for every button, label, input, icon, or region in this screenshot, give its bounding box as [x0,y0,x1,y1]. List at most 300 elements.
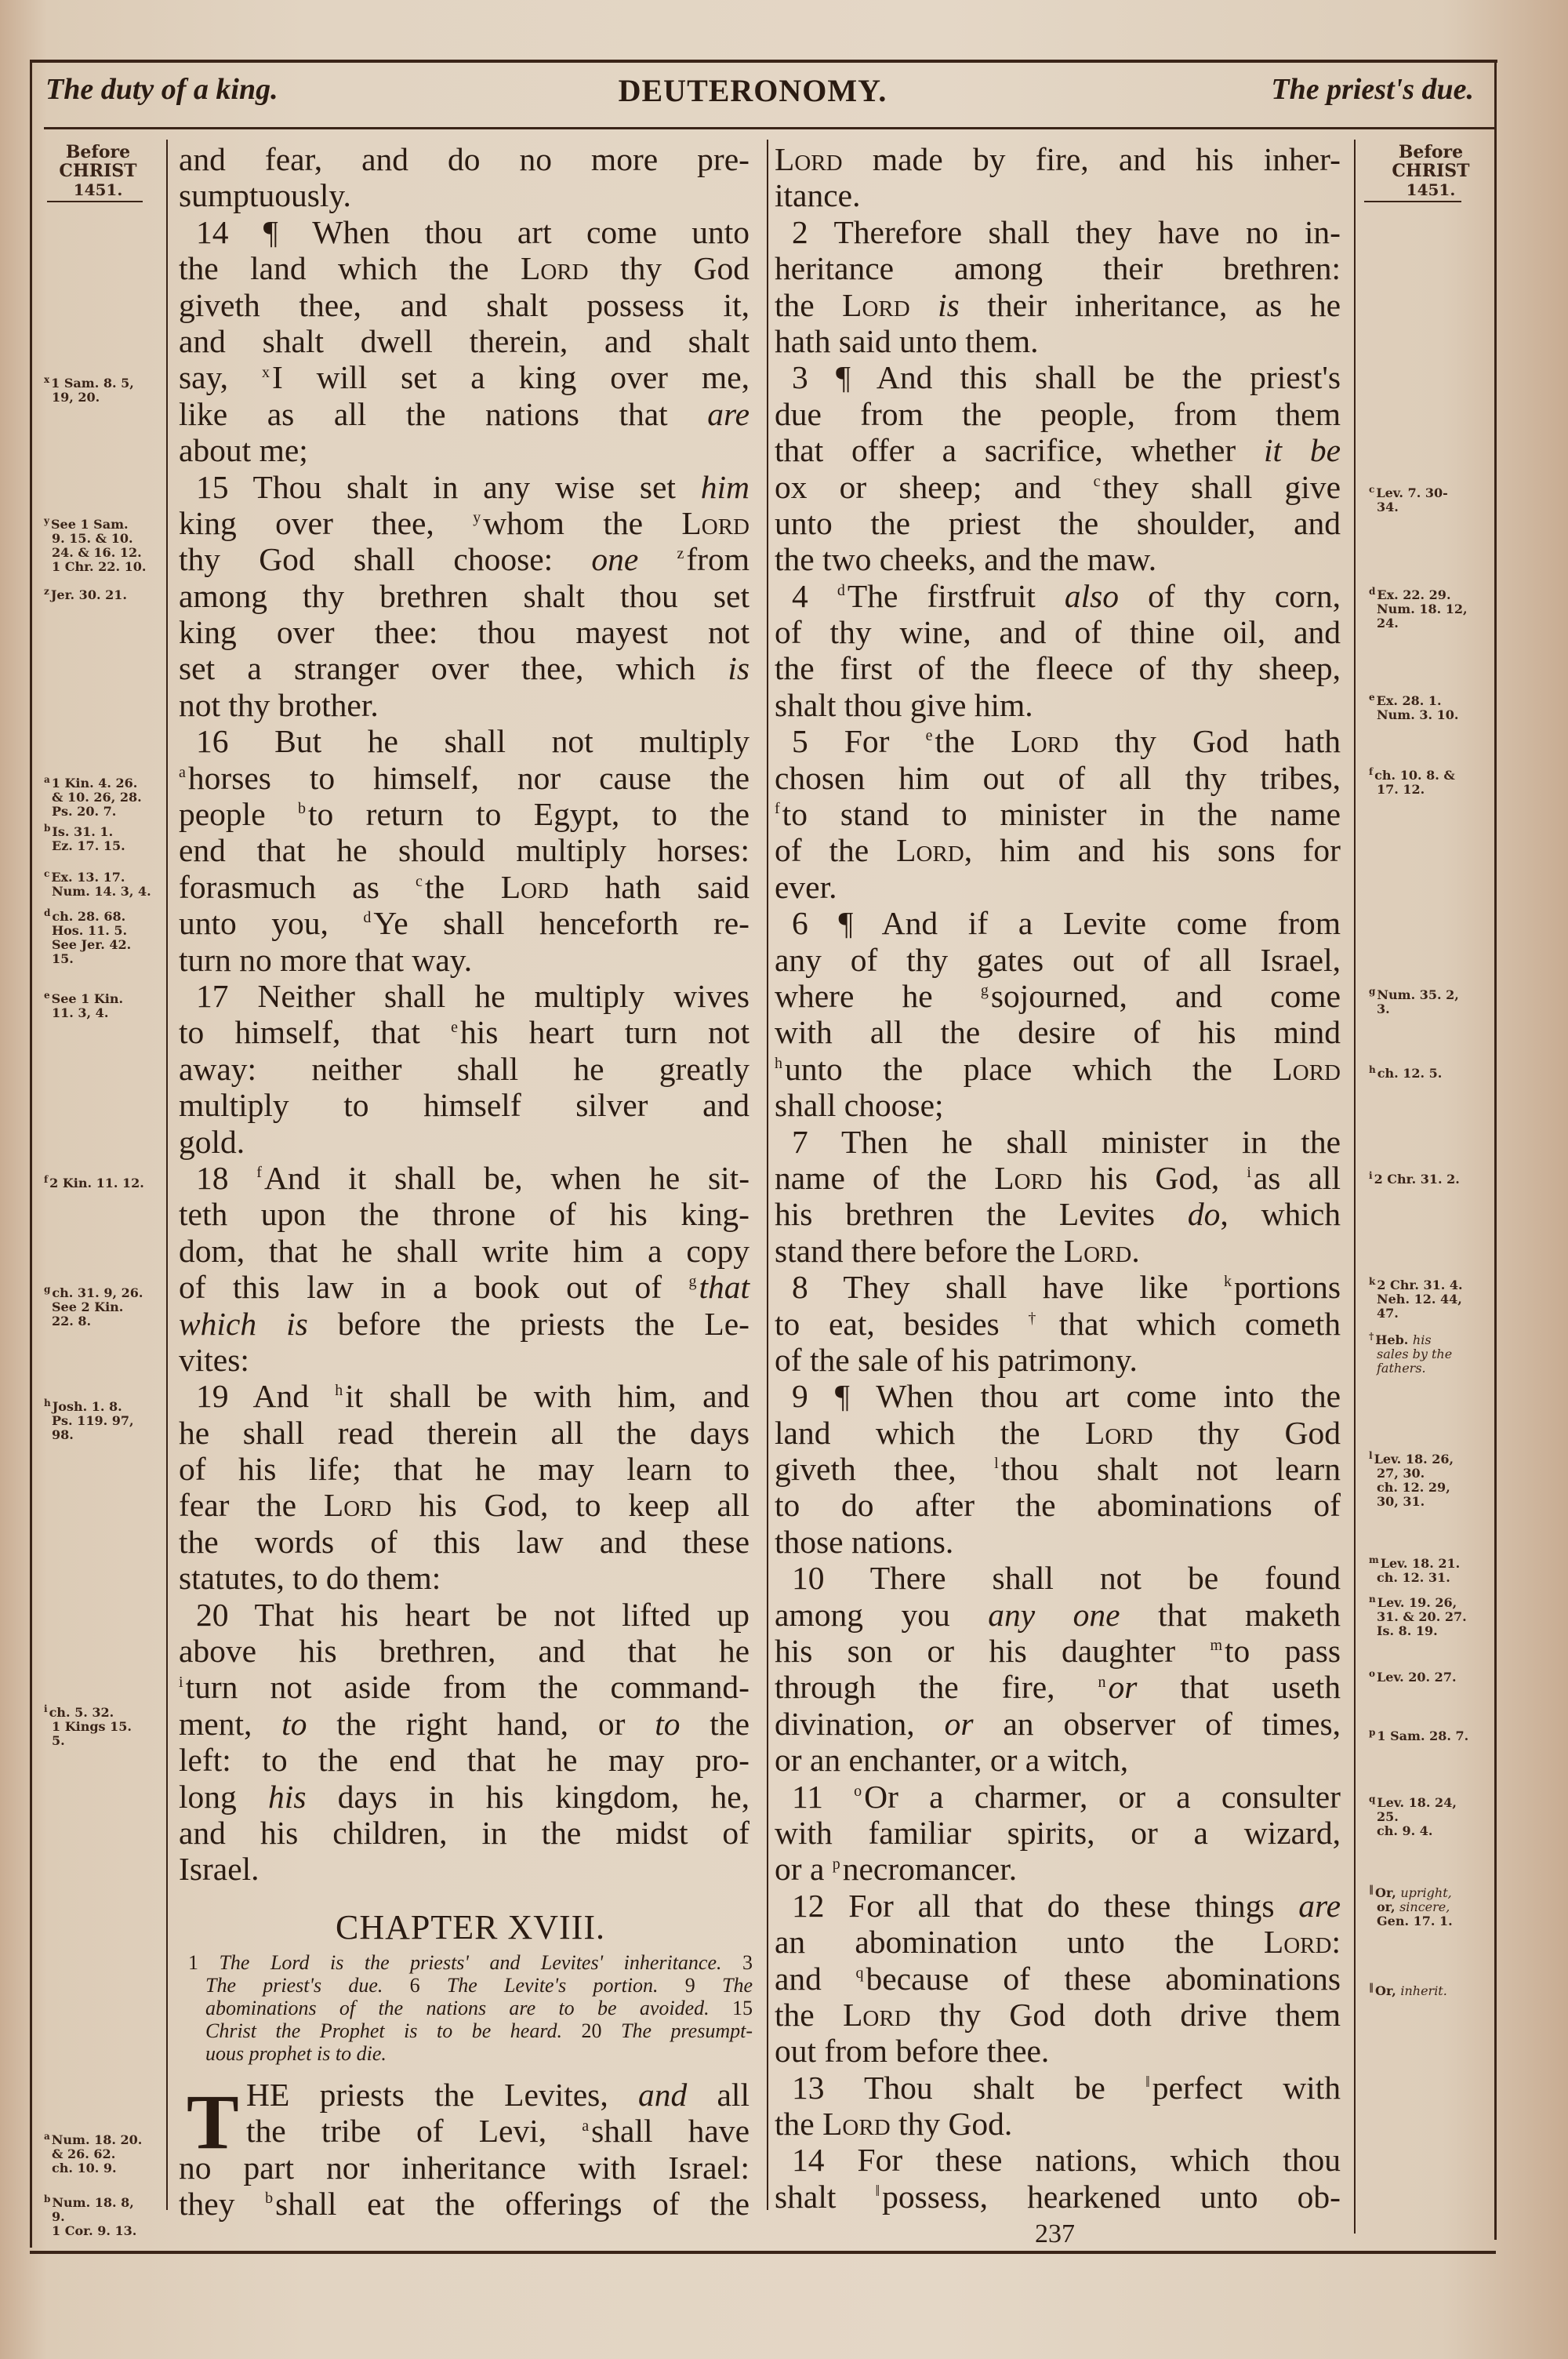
margin-note-line: ch. 12. 31. [1377,1570,1450,1585]
reference-mark[interactable]: d [837,581,845,599]
small-caps-lord: Lord [842,286,910,323]
left-margin-separator [166,140,168,2210]
verse-line: and fear, and do no more pre- [179,141,750,177]
reference-mark[interactable]: h [335,1382,343,1400]
small-caps-lord: Lord [1084,1414,1153,1451]
small-caps-lord: Lord [1272,1050,1341,1087]
margin-reference-note [1369,1554,1486,1585]
margin-note-line: Num. 18. 12, [1377,602,1468,616]
verse-line: $^f$to stand to minister in the name [775,796,1341,833]
verse-line: 10 There shall not be found [792,1560,1341,1597]
summary-verse-number: 3 [742,1951,753,1974]
margin-reference-note [1369,1063,1486,1081]
margin-reference-note [1369,1330,1486,1376]
margin-reference-note [1369,1667,1486,1685]
margin-reference-note [44,514,162,574]
center-column-separator [767,140,768,2210]
note-mark: ‖ [1369,1883,1374,1895]
margin-note-line: $^i$ 2 Chr. 31. 2. [1369,1169,1460,1187]
verse-line: which is before the priests the Le- [179,1305,750,1342]
right-frame-line [1494,60,1497,2240]
book-title: DEUTERONOMY. [618,73,887,108]
before-christ-left [39,143,157,199]
verse-line: and $^q$because of these abominations [775,1960,1341,1997]
drop-cap: T [187,2086,239,2158]
note-mark: y [44,514,49,526]
italic-supplied-word: sincere, [1399,1899,1450,1914]
small-caps-lord: Lord [1063,1232,1132,1269]
verse-line: above his brethren, and that he [179,1633,750,1670]
margin-note-line: $^h$ ch. 12. 5. [1369,1063,1443,1081]
reference-mark[interactable]: l [994,1455,999,1473]
verse-line: Israel. [179,1851,260,1888]
margin-reference-note [44,2130,162,2175]
summary-line: Christ the Prophet is to be heard. 20 The presumpt- [205,2019,753,2042]
verse-line: 5 For $^e$the Lord thy God hath [792,723,1341,760]
note-mark: l [1369,1449,1373,1461]
verse-line: say, $^x$I will set a king over me, [179,359,750,396]
margin-note-line: Num. 3. 10. [1377,707,1459,722]
verse-line: forasmuch as $^c$the Lord hath said [179,868,750,905]
verse-line: not thy brother. [179,686,379,723]
verse-line: and shalt dwell therein, and shalt [179,322,750,359]
small-caps-lord: Lord [896,832,964,869]
verse-line: the Lord thy God. [775,2106,1013,2143]
verse-line: his brethren the Levites do, which [775,1196,1341,1233]
note-mark: i [1369,1169,1373,1181]
margin-note-line: & 10. 26, 28. [52,790,142,805]
margin-note-line: 9. 15. & 10. [52,531,133,546]
note-mark: c [1369,483,1375,495]
margin-note-line: $^h$ Josh. 1. 8. [44,1397,122,1414]
reference-mark[interactable]: n [1098,1673,1106,1691]
note-mark: g [1369,985,1376,997]
reference-mark[interactable]: c [1093,472,1101,490]
verse-line: stand there before the Lord. [775,1232,1140,1269]
margin-note-line: 15. [52,951,74,966]
margin-note-line: ‖ Or, upright, [1369,1883,1452,1900]
italic-supplied-word: his [268,1778,307,1815]
running-head-right: The priest's due. [1271,73,1474,106]
reference-mark[interactable]: m [1210,1637,1223,1655]
note-mark: p [1369,1726,1376,1738]
small-caps-lord: Lord [843,1996,911,2033]
margin-note-line: & 26. 62. [52,2146,116,2161]
verse-line: of the Lord, him and his sons for [775,832,1341,869]
italic-supplied-word: do [1187,1196,1221,1233]
small-caps-lord: Lord [1011,723,1079,760]
verse-line: about me; [179,432,308,469]
italic-supplied-word: any one [988,1596,1120,1633]
margin-note-line: 31. & 20. 27. [1377,1609,1467,1624]
verse-line: $^a$horses to himself, nor cause the [179,759,750,796]
verse-line: out from before thee. [775,2033,1050,2070]
verse-line: land which the Lord thy God [775,1414,1341,1451]
note-mark: a [44,2130,50,2142]
margin-reference-note [1369,1593,1486,1638]
margin-reference-note [1369,1275,1486,1321]
before-christ-right [1372,143,1490,199]
note-mark: e [44,989,50,1001]
summary-verse-number: 20 [581,2019,602,2042]
chapter-opening-text [179,2077,750,2223]
reference-mark[interactable]: f [256,1164,262,1182]
margin-reference-note [44,1703,162,1748]
margin-note-line: $^b$ Num. 18. 8, [44,2193,134,2210]
margin-reference-note [44,373,162,405]
verse-line: an abomination unto the Lord: [775,1924,1341,1961]
verse-line: 20 That his heart be not lifted up [196,1596,750,1633]
verse-line: gold. [179,1123,245,1160]
verse-line: Lord made by fire, and his inher- [775,141,1341,177]
margin-note-line: 22. 8. [52,1314,92,1329]
margin-note-line: $^i$ ch. 5. 32. [44,1703,114,1720]
margin-note-line: Ps. 20. 7. [52,804,117,819]
verse-line: sumptuously. [179,177,351,214]
margin-note-line: $^e$ See 1 Kin. [44,989,124,1006]
margin-note-line: $^g$ ch. 31. 9, 26. [44,1283,143,1300]
margin-note-line: 30, 31. [1377,1494,1425,1509]
small-caps-lord: Lord [775,141,843,177]
verse-line: with all the desire of his mind [775,1014,1341,1051]
chapter-opening-line: no part nor inheritance with Israel: [179,2149,750,2186]
reference-mark[interactable]: a [582,2117,590,2135]
verse-line: the Lord thy God doth drive them [775,1996,1341,2033]
margin-note-line: 1 Cor. 9. 13. [52,2223,137,2238]
verse-line: 17 Neither shall he multiply wives [196,977,750,1014]
note-mark: k [1369,1275,1376,1287]
verse-line: vites: [179,1341,249,1378]
margin-note-line: or, sincere, [1377,1899,1450,1914]
italic-supplied-word: sales by the [1377,1347,1453,1361]
italic-supplied-word: is [728,650,750,687]
christ-label: CHRIST [59,161,137,181]
margin-reference-note [1369,691,1486,722]
before-christ-left-rule [47,201,143,202]
reference-mark[interactable]: ‖ [875,2183,880,2201]
reference-mark[interactable]: b [265,2190,274,2208]
note-mark: ‖ [1369,1981,1374,1993]
verse-line: the two cheeks, and the maw. [775,541,1157,578]
margin-note-line: ‖ Or, inherit. [1369,1981,1447,1998]
margin-note-line: † Heb. his [1369,1330,1432,1347]
verse-line: where he $^g$sojourned, and come [775,977,1341,1014]
verse-line: turn no more that way. [179,941,473,978]
verse-line: shalt thou give him. [775,686,1033,723]
reference-mark[interactable]: p [832,1855,840,1873]
summary-verse-number: 6 [409,1974,420,1997]
margin-reference-note [1369,585,1486,631]
verse-line: set a stranger over thee, which is [179,650,750,687]
margin-note-line: Ps. 119. 97, [52,1413,134,1428]
verse-line: end that he should multiply horses: [179,832,750,869]
margin-note-line: 17. 12. [1377,782,1425,797]
reference-mark[interactable]: i [1247,1164,1251,1182]
margin-note-line: $^b$ Is. 31. 1. [44,822,114,839]
margin-note-line: ch. 12. 29, [1377,1480,1450,1495]
italic-supplied-word: upright, [1400,1885,1452,1900]
verse-line: of the sale of his patrimony. [775,1341,1138,1378]
reference-mark[interactable]: ‖ [1145,2073,1150,2091]
verse-line: 2 Therefore shall they have no in- [792,213,1341,250]
italic-supplied-word: it be [1264,432,1341,469]
italic-supplied-word: also [1064,577,1120,614]
margin-note-line: $^m$ Lev. 18. 21. [1369,1554,1461,1571]
verse-line: through the fire, $^n$or that useth [775,1669,1341,1706]
verse-line: away: neither shall he greatly [179,1050,750,1087]
reference-mark[interactable]: g [688,1273,697,1291]
margin-note-line: 98. [52,1427,74,1442]
reference-mark[interactable]: f [775,800,780,818]
verse-line: people $^b$to return to Egypt, to the [179,796,750,833]
margin-note-line: Num. 14. 3, 4. [52,884,151,899]
summary-line: The priest's due. 6 The Levite's portion. 9 The [205,1974,753,1997]
verse-line: 13 Thou shalt be ‖perfect with [792,2069,1341,2106]
margin-note-line: $^p$ 1 Sam. 28. 7. [1369,1726,1469,1743]
margin-reference-note [44,989,162,1020]
summary-verse-number: 15 [732,1997,753,2019]
note-mark: q [1369,1793,1376,1805]
verse-line: thy God shall choose: one $^z$from [179,541,750,578]
margin-note-line: 1 Chr. 22. 10. [52,559,147,574]
chapter-opening-line: they $^b$shall eat the offerings of the [179,2186,750,2223]
verse-line: or an enchanter, or a witch, [775,1742,1129,1779]
note-mark: m [1369,1554,1379,1565]
christ-label: CHRIST [1392,161,1470,181]
reference-mark[interactable]: e [451,1018,458,1036]
margin-note-line: See Jer. 42. [52,937,132,952]
margin-note-line: 11. 3, 4. [52,1005,109,1020]
verse-line: among thy brethren shalt thou set [179,577,750,614]
verse-line: ever. [775,868,837,905]
verse-line: ox or sheep; and $^c$they shall give [775,468,1341,505]
margin-reference-note [44,1397,162,1442]
italic-supplied-word: that [699,1269,750,1306]
italic-supplied-word: and [637,2077,688,2113]
small-caps-lord: Lord [681,504,750,541]
italic-supplied-word: fathers. [1377,1361,1426,1376]
reference-mark[interactable]: z [677,545,684,563]
italic-supplied-word: one [591,541,639,578]
margin-note-line: Is. 8. 19. [1377,1623,1438,1638]
small-caps-lord: Lord [500,868,569,905]
note-mark: c [44,867,50,879]
verse-line: 4 $^d$The firstfruit also of thy corn, [792,577,1341,614]
margin-reference-note [1369,765,1486,797]
margin-note-line [1369,1361,1486,1376]
margin-note-line: 47. [1377,1306,1399,1321]
verse-line: itance. [775,177,861,214]
italic-supplied-word: are [707,395,750,432]
verse-line: $^i$turn not aside from the command- [179,1669,750,1706]
margin-note-line: $^g$ Num. 35. 2, [1369,985,1459,1002]
margin-reference-note [44,822,162,853]
left-frame-line [30,60,32,2248]
verse-line: due from the people, from them [775,395,1341,432]
running-head-left: The duty of a king. [45,73,278,106]
verse-line: 16 But he shall not multiply [196,723,750,760]
verse-line: 7 Then he shall minister in the [792,1123,1341,1160]
margin-note-line: $^a$ Num. 18. 20. [44,2130,143,2147]
italic-supplied-word: to [281,1705,307,1742]
margin-reference-note [1369,483,1486,514]
verse-line: king over thee: thou mayest not [179,614,750,651]
note-mark: d [1369,585,1376,597]
verse-line: he shall read therein all the days [179,1414,750,1451]
summary-line: 1 The Lord is the priests' and Levites' inheritance. 3 [188,1951,753,1974]
verse-line: unto the priest the shoulder, and [775,504,1341,541]
summary-verse-number: 9 [684,1974,695,1997]
verse-line: to himself, that $^e$his heart turn not [179,1014,750,1051]
margin-reference-note [44,1173,162,1190]
italic-supplied-word: or [944,1705,974,1742]
verse-line: chosen him out of all thy tribes, [775,759,1341,796]
margin-note-line: 24. [1377,616,1399,631]
verse-line: the first of the fleece of thy sheep, [775,650,1341,687]
note-mark: d [44,907,51,918]
margin-note-line: Neh. 12. 44, [1377,1292,1462,1307]
reference-mark[interactable]: † [1028,1309,1057,1327]
verse-line: name of the Lord his God, $^i$as all [775,1159,1341,1196]
reference-mark[interactable]: o [854,1782,862,1800]
reference-mark[interactable]: q [855,1964,864,1982]
italic-supplied-word: or [1108,1669,1138,1706]
verse-line: 15 Thou shalt in any wise set him [196,468,750,505]
note-mark: g [44,1283,51,1295]
right-text-column [775,141,1341,2215]
verse-line: of his life; that he may learn to [179,1451,750,1488]
italic-supplied-word: inherit. [1400,1983,1447,1998]
margin-note-line: 25. [1377,1809,1399,1824]
chapter-opening-line: the tribe of Levi, $^a$shall have [246,2113,750,2150]
margin-note-line: 19, 20. [52,390,100,405]
chapter-opening-line: HE priests the Levites, and all [246,2077,750,2113]
summary-line: abominations of the nations are to be avoided. 15 [205,1997,753,2019]
reference-mark[interactable]: i [179,1673,183,1691]
margin-note-line: 3. [1377,1001,1390,1016]
verse-line: dom, that he shall write him a copy [179,1232,750,1269]
verse-line: 18 $^f$And it shall be, when he sit- [196,1159,750,1196]
italic-supplied-word: his [1412,1332,1432,1347]
verse-line: long his days in his kingdom, he, [179,1778,750,1815]
margin-reference-note [1369,1883,1486,1928]
reference-mark[interactable]: g [980,982,989,1000]
verse-line: 9 ¶ When thou art come into the [792,1378,1341,1415]
right-margin-separator [1354,140,1356,2234]
margin-note-line: $^f$ ch. 10. 8. & [1369,765,1455,783]
verse-line: divination, or an observer of times, [775,1705,1341,1742]
margin-reference-note [1369,1726,1486,1743]
verse-line: those nations. [775,1523,954,1560]
reference-mark[interactable]: y [473,509,481,527]
margin-note-line: $^c$ Lev. 7. 30- [1369,483,1448,500]
reference-mark[interactable]: h [775,1054,782,1072]
margin-note-line: 27, 30. [1377,1466,1425,1481]
reference-mark[interactable]: k [1223,1273,1232,1291]
verse-line: multiply to himself silver and [179,1087,750,1124]
verse-line: 14 For these nations, which thou [792,2142,1341,2179]
header-bottom-rule [44,127,1494,129]
verse-line: unto you, $^d$Ye shall henceforth re- [179,905,750,942]
margin-note-line: $^o$ Lev. 20. 27. [1369,1667,1457,1685]
verse-line: like as all the nations that are [179,395,750,432]
verse-line: the words of this law and these [179,1523,750,1560]
verse-line: his son or his daughter $^m$to pass [775,1633,1341,1670]
verse-line: $^h$unto the place which the Lord [775,1050,1341,1087]
margin-note-line: Hos. 11. 5. [52,923,128,938]
verse-line: or a $^p$necromancer. [775,1851,1018,1888]
margin-note-line: $^q$ Lev. 18. 24, [1369,1793,1457,1810]
margin-note-line: $^z$ Jer. 30. 21. [44,585,127,602]
year-label: 1451. [73,180,123,199]
verse-line: giveth thee, and shalt possess it, [179,286,750,323]
reference-mark[interactable]: c [416,872,423,890]
before-christ-right-rule [1364,201,1461,202]
verse-line: of this law in a book out of $^g$that [179,1269,750,1306]
margin-note-line: $^n$ Lev. 19. 26, [1369,1593,1457,1610]
year-label: 1451. [1406,180,1456,199]
page-number: 237 [1035,2219,1075,2248]
verse-line: 14 ¶ When thou art come unto [196,213,750,250]
verse-line: that offer a sacrifice, whether it be [775,432,1341,469]
note-mark: n [1369,1593,1376,1605]
margin-reference-note [44,867,162,899]
reference-mark[interactable]: e [925,727,933,745]
margin-reference-note [1369,1981,1486,1998]
verse-line: giveth thee, $^l$thou shalt not learn [775,1451,1341,1488]
verse-line: any of thy gates out of all Israel, [775,941,1341,978]
italic-supplied-word: are [1298,1887,1341,1924]
margin-note-line: $^c$ Ex. 13. 17. [44,867,125,885]
summary-line: uous prophet is to die. [205,2042,387,2065]
verse-line: 19 And $^h$it shall be with him, and [196,1378,750,1415]
verse-line: the Lord is their inheritance, as he [775,286,1341,323]
top-border-rule [31,60,1497,63]
margin-note-line: $^d$ ch. 28. 68. [44,907,126,924]
margin-note-line: 34. [1377,500,1399,514]
small-caps-lord: Lord [521,250,589,287]
small-caps-lord: Lord [994,1159,1062,1196]
note-mark: z [44,585,49,597]
margin-note-line: $^f$ 2 Kin. 11. 12. [44,1173,144,1190]
reference-mark[interactable]: b [298,800,306,818]
note-mark: o [1369,1667,1376,1679]
margin-note-line: $^y$ See 1 Sam. [44,514,129,532]
reference-mark[interactable]: a [179,763,186,781]
margin-note-line: $^d$ Ex. 22. 29. [1369,585,1451,602]
verse-line: of thy wine, and of thine oil, and [775,614,1341,651]
summary-verse-number: 1 [188,1951,198,1974]
verse-line: 6 ¶ And if a Levite come from [792,905,1341,942]
note-mark: h [1369,1063,1376,1075]
verse-line: with familiar spirits, or a wizard, [775,1814,1341,1851]
margin-reference-note [1369,1169,1486,1187]
note-mark: f [44,1173,49,1185]
verse-line: statutes, to do them: [179,1560,441,1597]
verse-line: shalt ‖possess, hearkened unto ob- [775,2178,1341,2215]
note-mark: x [44,373,50,385]
margin-note-line: $^x$ 1 Sam. 8. 5, [44,373,134,391]
verse-line: and his children, in the midst of [179,1814,750,1851]
reference-mark[interactable]: x [261,363,270,381]
reference-mark[interactable]: d [363,909,372,927]
verse-line: hath said unto them. [775,322,1039,359]
note-mark: e [1369,691,1375,703]
note-mark: † [1369,1330,1374,1342]
note-mark: h [44,1397,51,1408]
margin-reference-note [1369,985,1486,1016]
note-mark: i [44,1703,48,1714]
